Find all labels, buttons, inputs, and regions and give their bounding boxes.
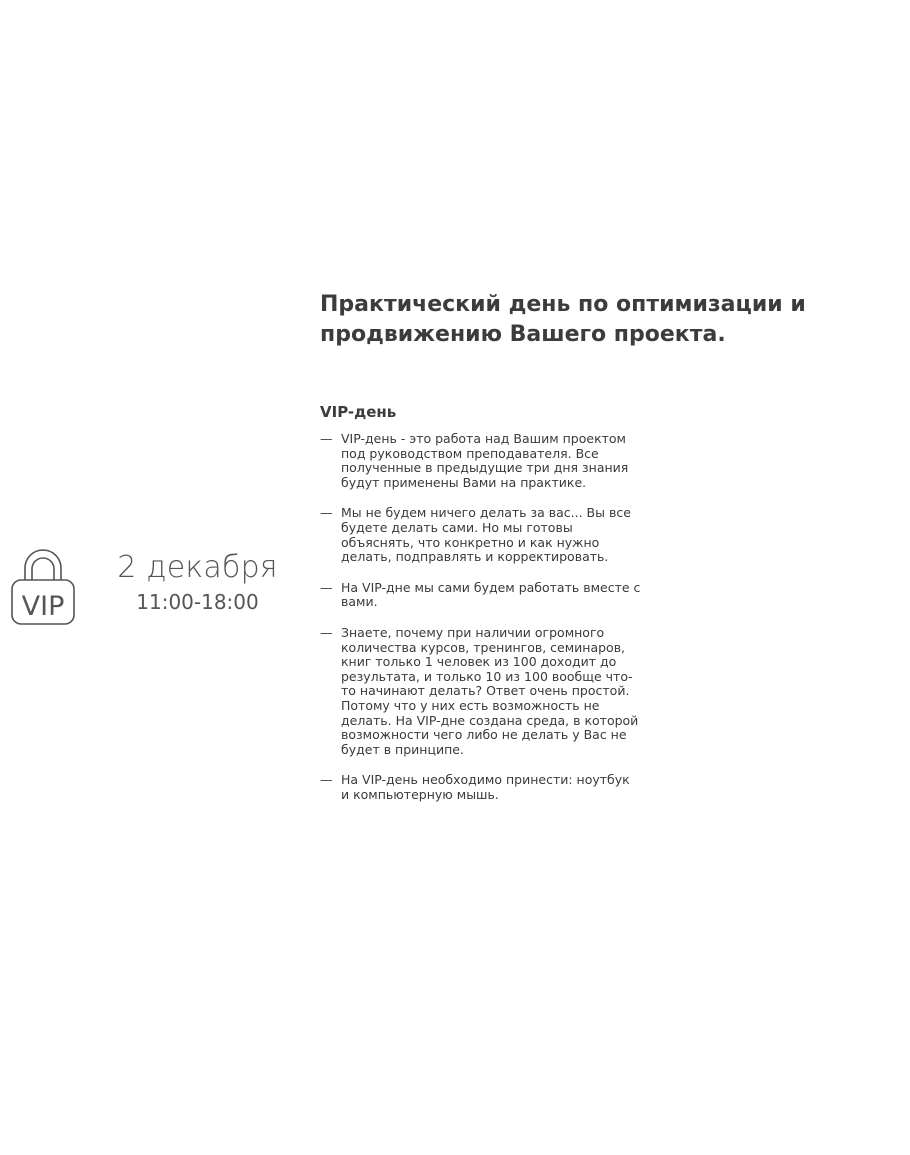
vip-badge-label: VIP (21, 591, 65, 622)
list-item-text: Мы не будем ничего делать за вас... Вы все будете делать сами. Но мы готовы объяснять, что конкретно и как нужно делать, подправлять и корректировать. (341, 505, 631, 565)
dash-marker: — (320, 579, 333, 595)
list-item-text: На VIP-дне мы сами будем работать вместе с вами. (341, 579, 641, 610)
list-item-text: VIP-день - это работа над Вашим проектом под руководством преподавателя. Все полученные в предыдущие три дня знания будут применены Вами на практике. (341, 431, 629, 490)
description-list (320, 432, 840, 802)
event-date: 2 декабря (117, 550, 278, 585)
dash-marker: — (320, 772, 333, 788)
list-item (320, 626, 641, 757)
list-item (320, 581, 641, 610)
list-item (320, 773, 641, 802)
program-description (320, 290, 840, 818)
list-item (320, 506, 641, 564)
list-item-text: На VIP-день необходимо принести: ноутбук и компьютерную мышь. (341, 772, 630, 802)
list-item-text: Знаете, почему при наличии огромного количества курсов, тренингов, семинаров, книг только 1 человек из 100 доходит до результата, и только 10 из 100 вообще что-то начинают делать? Ответ очень простой. Потому что у них есть возможность не делать. На VIP-дне создана среда, в которой возможности чего либо не делать у Вас не будет в принципе. (341, 624, 639, 757)
section-title: VIP-день (320, 403, 397, 421)
vip-badge (8, 543, 78, 627)
padlock-icon (8, 543, 78, 627)
list-item (320, 432, 641, 490)
page-title: Практический день по оптимизации и продвижению Вашего проекта. (320, 292, 806, 347)
dash-marker: — (320, 431, 333, 446)
dash-marker: — (320, 505, 333, 521)
event-time: 11:00-18:00 (136, 590, 259, 614)
dash-marker: — (320, 624, 333, 640)
